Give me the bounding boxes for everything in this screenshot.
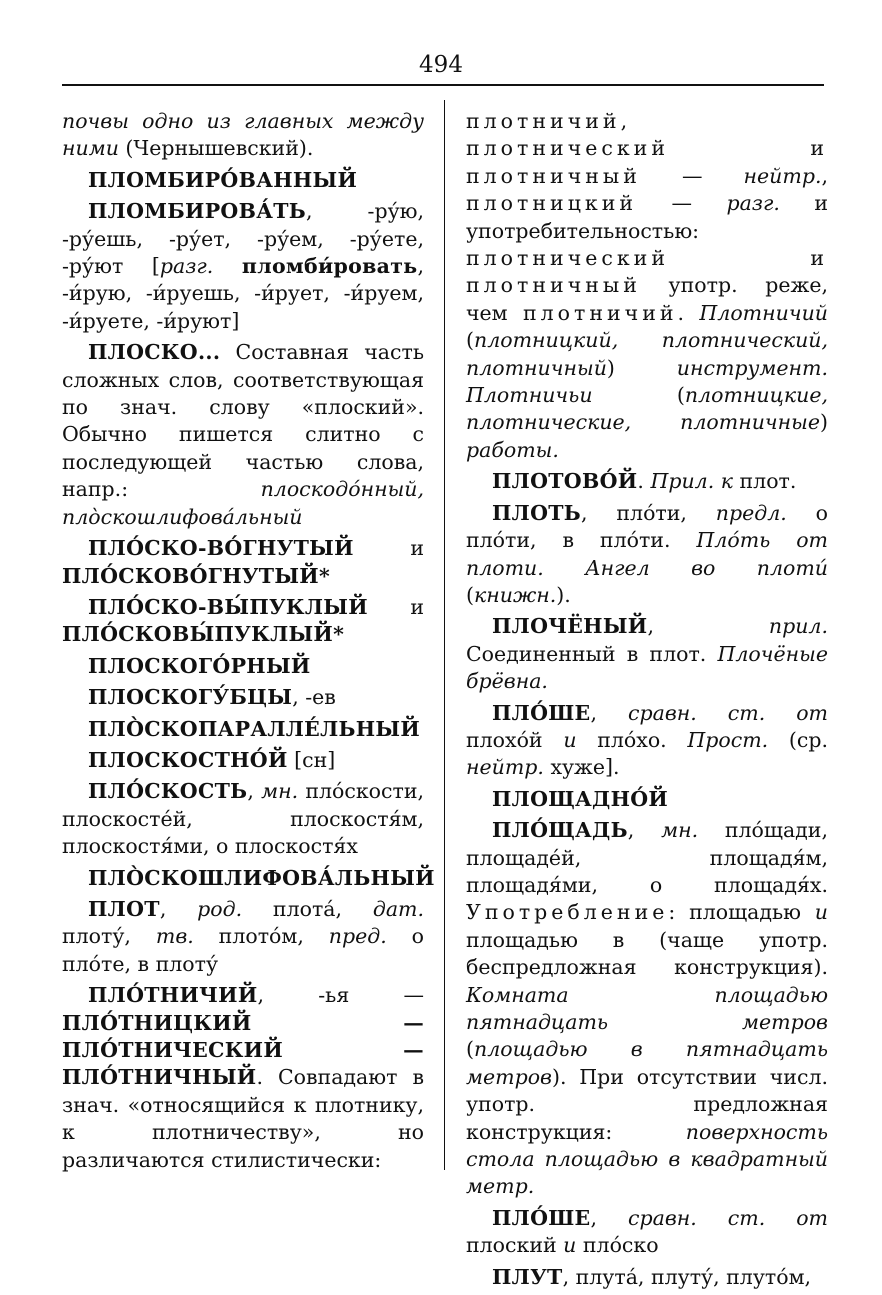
italic-text: разг.: [726, 191, 780, 216]
italic-text: плотницкие, плотнические, плотничные: [466, 383, 828, 435]
headword: ПЛОСКО...: [88, 340, 221, 365]
entry-text: плохо́й: [466, 727, 564, 752]
italic-text: и: [563, 1233, 577, 1258]
dictionary-entry: [62, 982, 424, 1174]
entry-text: о пло́ти, в пло́ти.: [466, 500, 828, 553]
headword: ПЛО̀СКОШЛИФОВА́ЛЬНЫЙ: [88, 865, 435, 890]
entry-text: [сн]: [287, 747, 336, 772]
headword: ПЛО̀СКОПАРАЛЛЕ́ЛЬНЫЙ: [88, 716, 421, 741]
dictionary-entry: [62, 778, 424, 860]
dictionary-entry: [62, 167, 424, 194]
dictionary-entry: [62, 594, 424, 649]
entry-text: пло́хо.: [576, 727, 688, 752]
headword: ПЛОТОВО́Й: [492, 469, 638, 494]
dictionary-entry: [62, 653, 424, 680]
italic-text: работы.: [466, 437, 559, 462]
italic-text: плотницкий, плотнический, плотничный: [466, 328, 828, 380]
entry-text: ): [606, 355, 677, 380]
entry-text: , -и́рую, -и́руешь, -и́рует, -и́руем, -и́руете, -и́руют]: [62, 254, 424, 333]
dictionary-entry: [62, 865, 435, 892]
dictionary-entry: [466, 700, 828, 782]
entry-text: .: [677, 300, 700, 325]
spaced-text: плотничий: [522, 300, 678, 325]
italic-text: Прост.: [687, 727, 769, 752]
entry-text: , -ья —: [257, 983, 424, 1008]
entry-text: о пло́те, в плоту́: [62, 924, 425, 976]
entry-text: плоту́,: [62, 924, 156, 949]
italic-text: и: [563, 727, 577, 752]
dictionary-entry: [62, 716, 424, 743]
headword: ПЛОСКОГУ́БЦЫ: [88, 685, 293, 710]
italic-text: и: [814, 900, 828, 925]
headword: ПЛО́СКО-ВЫ́ПУКЛЫЙ: [88, 594, 368, 619]
italic-text: плоскодо́нный, пло̀скошлифова́льный: [62, 477, 424, 529]
entry-text: , плута́, плуту́, плуто́м,: [562, 1264, 812, 1289]
headword: ПЛОТ: [88, 896, 160, 921]
headword: ПЛО́СКОВЫ́ПУКЛЫЙ*: [62, 622, 345, 647]
entry-text: и употребительностью:: [466, 191, 828, 243]
page-number: 494: [419, 52, 463, 78]
headword: ПЛОМБИРО́ВАННЫЙ: [88, 167, 358, 192]
headword: пломби́ровать: [241, 254, 418, 279]
headword: ПЛО́ЩАДЬ: [492, 818, 628, 843]
italic-text: Прил. к: [650, 469, 733, 494]
italic-text: Пло́ть от плоти. Ангел во плоти́: [466, 528, 828, 580]
entry-text: пло́щади, площаде́й, площадя́м, площадя́ми, о площадя́х.: [466, 818, 828, 897]
italic-text: предл.: [715, 500, 787, 525]
entry-text: плот.: [733, 469, 797, 494]
italic-text: мн.: [661, 818, 699, 843]
entry-text: , -ев: [292, 685, 336, 710]
entry-text: и: [353, 536, 424, 561]
headword: ПЛО́ТНИЧИЙ: [88, 983, 258, 1008]
entry-text: , пло́ти,: [581, 500, 716, 525]
dictionary-entry: [466, 1205, 828, 1260]
dictionary-entry: [62, 684, 424, 711]
headword: ПЛО́СКОВО́ГНУТЫЙ*: [62, 563, 330, 588]
entry-text: ). При отсутствии числ. употр. предложная конструкция:: [466, 1064, 828, 1144]
entry-text: ): [820, 410, 828, 435]
italic-text: сравн. ст. от: [628, 1205, 828, 1230]
headword: ПЛОЩАДНО́Й: [492, 786, 669, 811]
entry-text: площадью в (чаще употр. беспредложная конструкция).: [466, 927, 828, 980]
italic-text: нейтр.: [466, 755, 544, 780]
column-divider: [444, 100, 445, 1170]
entry-text: Соединенный в плот.: [466, 641, 718, 666]
italic-text: разг.: [159, 254, 214, 279]
entry-text: (: [466, 1037, 474, 1062]
left-column: [62, 108, 435, 1178]
entry-text: : площадью: [668, 900, 815, 925]
entry-text: ,: [647, 614, 769, 639]
entry-text: ,: [821, 163, 828, 188]
italic-text: площадью в пятнадцать метров: [466, 1037, 828, 1089]
entry-text: (ср.: [768, 727, 828, 752]
dictionary-entry: [62, 896, 424, 978]
headword: ПЛО́ТНИЦКИЙ — ПЛО́ТНИЧЕСКИЙ — ПЛО́ТНИЧНЫЙ: [62, 1010, 424, 1090]
entry-text: ,: [590, 1205, 628, 1230]
dictionary-entry: [62, 198, 424, 335]
dictionary-entry: [466, 500, 828, 610]
italic-text: Комната площадью пятнадцать метров: [466, 982, 828, 1034]
italic-text: пред.: [328, 924, 387, 949]
entry-text: пло́ско: [576, 1233, 659, 1258]
headword: ПЛО́СКОСТЬ: [88, 779, 248, 804]
entry-text: и: [367, 594, 424, 619]
entry-text: пло́скости, плоскосте́й, плоскостя́м, плоскостя́ми, о плоскостя́х: [62, 779, 424, 859]
italic-text: почвы одно из главных между ними: [62, 109, 424, 161]
dictionary-entry: [62, 339, 424, 531]
entry-text: (: [466, 328, 474, 353]
headword: ПЛОЧЁНЫЙ: [492, 614, 648, 639]
headword: ПЛО́ШЕ: [492, 1205, 591, 1230]
headword: ПЛОСКОГО́РНЫЙ: [88, 653, 311, 678]
entry-text: —: [640, 163, 744, 188]
entry-text: Составная часть сложных слов, соответствующая по знач. слову «плоский». Обычно пишется слитно с последующей частью слова, напр.:: [62, 340, 424, 502]
headword: ПЛОСКОСТНО́Й: [88, 747, 288, 772]
dictionary-entry: [466, 468, 828, 495]
right-column: [466, 108, 828, 1295]
italic-text: Плочёные брёвна.: [466, 641, 828, 694]
headword: ПЛО́СКО-ВО́ГНУТЫЙ: [88, 536, 354, 561]
dictionary-entry: [466, 108, 828, 464]
entry-text: . Совпадают в знач. «относящийся к плотнику, к плотничеству», но различаются стилистически:: [62, 1065, 424, 1172]
spaced-text: Употребление: [466, 900, 669, 925]
entry-text: (Чернышевский).: [118, 136, 314, 161]
italic-text: мн.: [261, 779, 299, 804]
italic-text: нейтр.: [743, 163, 822, 188]
entry-text: , -ру́ю, -ру́ешь, -ру́ет, -ру́ем, -ру́ете, -ру́ют [: [62, 199, 424, 279]
entry-text: [213, 254, 242, 278]
headword: ПЛОТЬ: [492, 500, 582, 525]
dictionary-entry: [62, 535, 424, 590]
entry-text: ).: [556, 582, 571, 607]
entry-text: —: [637, 191, 727, 216]
entry-text: (: [466, 582, 474, 607]
spaced-text: плотницкий: [466, 191, 638, 216]
italic-text: поверхность стола площадью в квадратный метр.: [466, 1119, 828, 1199]
header-rule: [62, 84, 824, 86]
entry-text: хуже].: [543, 755, 620, 780]
entry-text: .: [637, 469, 651, 494]
italic-text: книжн.: [474, 582, 557, 607]
italic-text: Плотничий: [699, 300, 828, 325]
spaced-text: плотнический и плотничный: [466, 246, 828, 298]
headword: ПЛУТ: [492, 1264, 563, 1289]
entry-text: употр. реже, чем: [466, 273, 828, 325]
entry-text: ,: [247, 779, 262, 804]
entry-text: ,: [627, 818, 662, 843]
italic-text: дат.: [372, 896, 424, 921]
headword: ПЛО́ШЕ: [492, 700, 591, 725]
spaced-text: плотничий, плотнический и плотничный: [466, 109, 828, 188]
dictionary-entry: [62, 747, 424, 774]
entry-text: ,: [590, 700, 628, 725]
entry-text: ,: [159, 896, 198, 921]
dictionary-entry: [466, 613, 828, 695]
italic-text: тв.: [155, 924, 194, 949]
italic-text: род.: [197, 896, 243, 921]
entry-text: (: [592, 383, 685, 408]
entry-text: плота́,: [242, 896, 373, 921]
dictionary-entry: [466, 1264, 828, 1291]
italic-text: прил.: [768, 614, 828, 639]
italic-text: сравн. ст. от: [628, 700, 828, 725]
entry-text: плоский: [466, 1233, 564, 1258]
headword: ПЛОМБИРОВА́ТЬ: [88, 199, 306, 224]
dictionary-entry: [466, 817, 828, 1201]
italic-text: инструмент. Плотничьи: [466, 355, 828, 408]
dictionary-entry: [62, 108, 424, 163]
dictionary-entry: [466, 786, 828, 813]
entry-text: плото́м,: [193, 924, 329, 949]
